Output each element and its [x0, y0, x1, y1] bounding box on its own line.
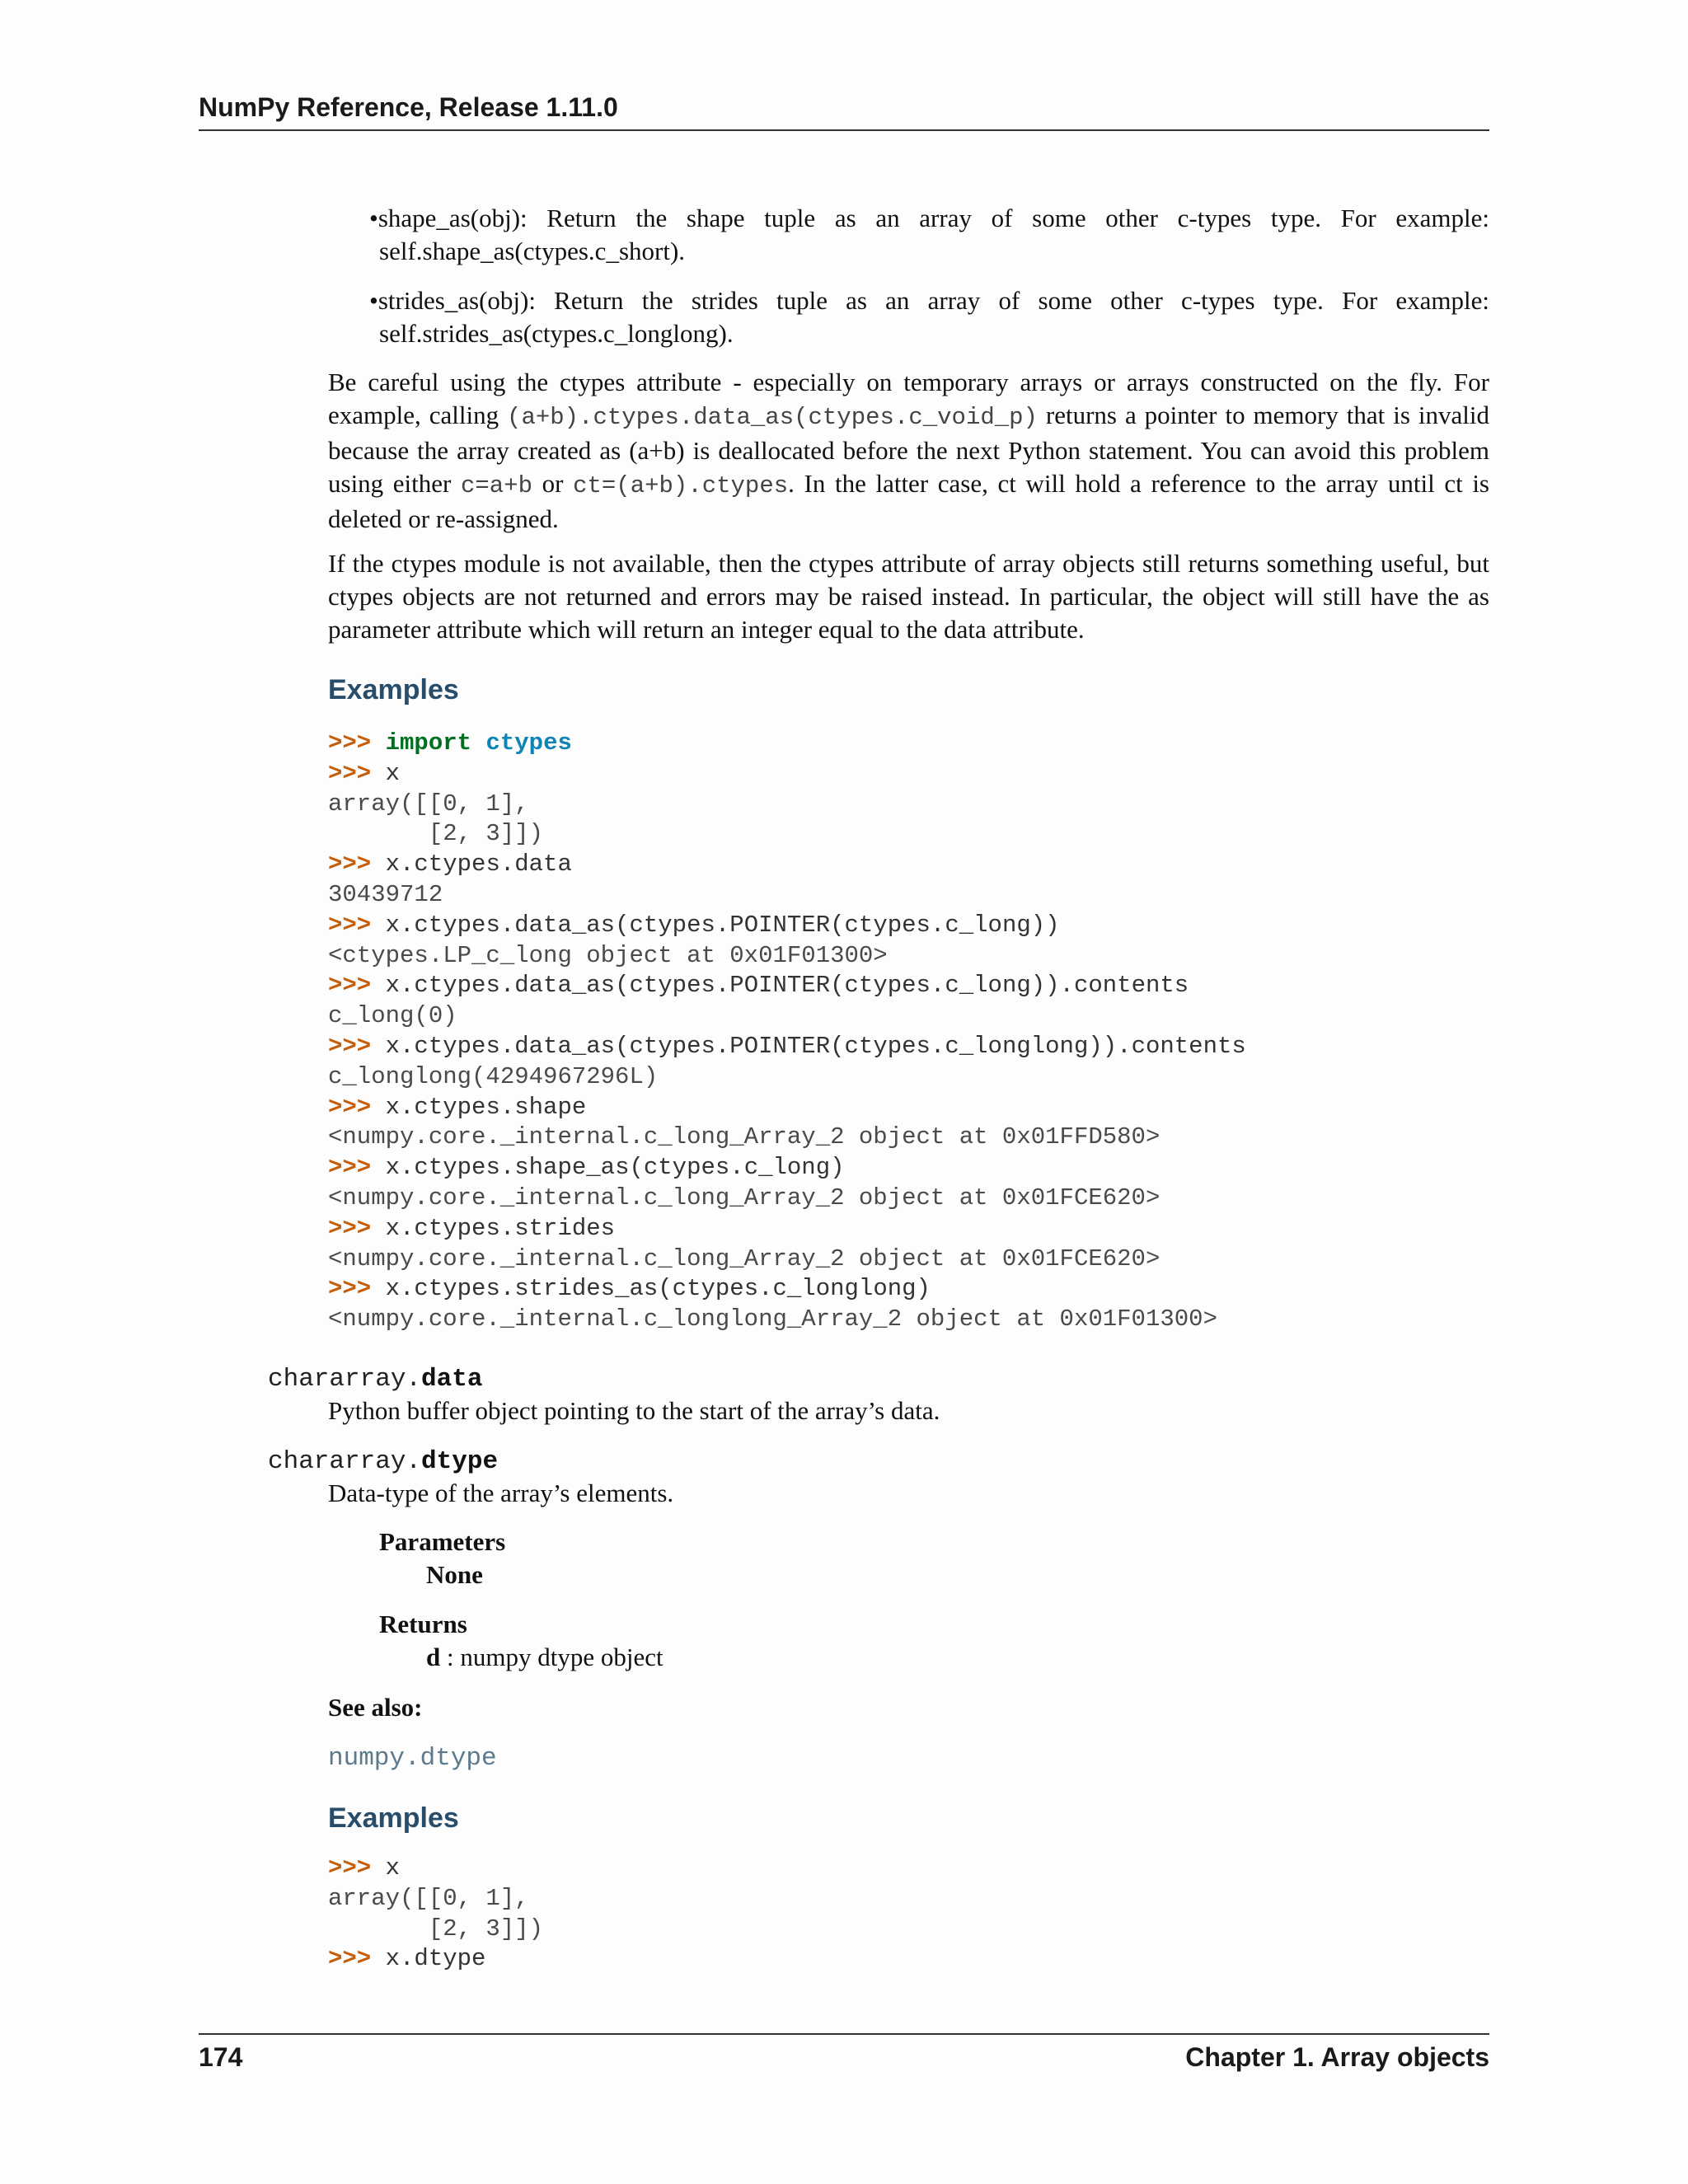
code-output: <numpy.core._internal.c_long_Array_2 object at 0x01FCE620> — [328, 1244, 1160, 1272]
paragraph-text: returns a pointer to memory that is invalid because the array created as (a+b) is deallocated before the next Python statement. You can avoid this problem using either — [328, 401, 1489, 498]
code-prompt: >>> — [328, 1032, 372, 1060]
code-prompt: >>> — [328, 1854, 372, 1882]
paragraph-text: . In the latter case, ct will hold a reference to the array until ct is deleted or re-assigned. — [328, 469, 1489, 533]
code-line — [328, 1183, 1246, 1214]
returns-name: d — [426, 1643, 441, 1671]
code-input: x.ctypes.data_as(ctypes.POINTER(ctypes.c_long)).contents — [371, 972, 1189, 1000]
code-keyword: import — [385, 729, 472, 757]
paragraph-text: Be careful using the ctypes attribute - especially on temporary arrays or arrays constructed on the fly. For example, calling — [328, 368, 1489, 429]
code-line — [328, 1062, 1246, 1093]
signature-name: data — [421, 1365, 483, 1394]
code-prompt: >>> — [328, 1154, 372, 1182]
inline-code: (a+b).ctypes.data_as(ctypes.c_void_p) — [507, 404, 1038, 431]
code-example-ctypes — [328, 729, 1246, 1335]
code-prompt: >>> — [328, 911, 372, 939]
bullet-shape-as — [369, 202, 1489, 268]
running-header-title: NumPy Reference, Release 1.11.0 — [199, 92, 618, 122]
returns-label: Returns — [379, 1610, 467, 1638]
code-line — [328, 1884, 543, 1915]
code-output: c_longlong(4294967296L) — [328, 1062, 659, 1090]
code-output: array([[0, 1], — [328, 1884, 529, 1912]
code-input: x.ctypes.data — [371, 851, 572, 879]
signature-name: dtype — [421, 1447, 499, 1476]
attribute-signature-data — [268, 1365, 482, 1394]
attribute-description-dtype: Data-type of the array’s elements. — [328, 1479, 674, 1507]
code-output: [2, 3]]) — [328, 1915, 544, 1943]
code-output: <numpy.core._internal.c_longlong_Array_2 object at 0x01F01300> — [328, 1305, 1217, 1333]
code-input: x — [371, 1854, 401, 1882]
examples-heading: Examples — [328, 1802, 459, 1834]
see-also-label: See also: — [328, 1693, 423, 1722]
attribute-description-data: Python buffer object pointing to the start of the array’s data. — [328, 1396, 940, 1425]
bullet-strides-as — [369, 284, 1489, 350]
ctypes-unavailable-paragraph: If the ctypes module is not available, then the ctypes attribute of array objects still returns something useful, but ctypes objects are not returned and errors may be raised instead. In particular, the object will still have the as parameter attribute which will return an integer equal to the data attribute. — [328, 549, 1489, 644]
code-prompt: >>> — [328, 1214, 372, 1242]
code-prompt: >>> — [328, 851, 372, 879]
signature-prefix: chararray. — [268, 1365, 422, 1394]
code-prompt: >>> — [328, 1945, 372, 1973]
returns-value — [426, 1643, 663, 1672]
code-line — [328, 1944, 543, 1975]
code-line — [328, 911, 1246, 941]
code-input: x.dtype — [371, 1945, 486, 1973]
code-example-dtype — [328, 1854, 543, 1975]
bullet-line: •shape_as(obj): Return the shape tuple as an array of some other c-types type. For example: — [369, 204, 1489, 232]
bullet-line-cont: self.shape_as(ctypes.c_short). — [379, 237, 686, 265]
code-line — [328, 819, 1246, 850]
parameters-value: None — [426, 1560, 483, 1589]
header-rule — [199, 129, 1489, 131]
code-line — [328, 1153, 1246, 1183]
code-line — [328, 1001, 1246, 1032]
code-line — [328, 1915, 543, 1945]
footer-rule — [199, 2033, 1489, 2035]
code-line — [328, 1093, 1246, 1123]
code-input: x.ctypes.data_as(ctypes.POINTER(ctypes.c_long)) — [371, 911, 1060, 939]
code-prompt: >>> — [328, 729, 372, 757]
code-output: [2, 3]]) — [328, 820, 544, 848]
code-output: <numpy.core._internal.c_long_Array_2 object at 0x01FCE620> — [328, 1183, 1160, 1212]
code-input: x.ctypes.strides_as(ctypes.c_longlong) — [371, 1275, 931, 1303]
code-line — [328, 971, 1246, 1001]
code-line — [328, 729, 1246, 759]
code-input: x.ctypes.data_as(ctypes.POINTER(ctypes.c_longlong)).contents — [371, 1032, 1246, 1060]
attribute-signature-dtype — [268, 1447, 498, 1476]
bullet-line-cont: self.strides_as(ctypes.c_longlong). — [379, 319, 734, 348]
code-prompt: >>> — [328, 972, 372, 1000]
chapter-title: Chapter 1. Array objects — [1185, 2042, 1489, 2072]
code-line — [328, 1122, 1246, 1153]
returns-desc: : numpy dtype object — [440, 1643, 663, 1671]
page-number: 174 — [199, 2042, 243, 2072]
code-line — [328, 1854, 543, 1884]
code-output: array([[0, 1], — [328, 790, 529, 818]
code-input: x.ctypes.strides — [371, 1214, 616, 1242]
inline-code: ct=(a+b).ctypes — [573, 472, 789, 499]
ctypes-warning-paragraph — [328, 366, 1489, 536]
code-line — [328, 880, 1246, 911]
code-line — [328, 1214, 1246, 1244]
code-line — [328, 1032, 1246, 1062]
signature-prefix: chararray. — [268, 1447, 422, 1476]
examples-heading: Examples — [328, 674, 459, 705]
code-input: x.ctypes.shape — [371, 1093, 587, 1121]
code-line — [328, 850, 1246, 880]
code-line — [328, 1305, 1246, 1335]
code-line — [328, 1274, 1246, 1305]
see-also-link-numpy-dtype[interactable]: numpy.dtype — [328, 1744, 497, 1773]
inline-code: c=a+b — [461, 472, 533, 499]
code-line — [328, 790, 1246, 820]
paragraph-text: or — [532, 469, 574, 498]
code-module: ctypes — [485, 729, 572, 757]
code-prompt: >>> — [328, 759, 372, 787]
code-prompt: >>> — [328, 1093, 372, 1121]
code-line — [328, 1244, 1246, 1275]
code-input: x — [371, 759, 401, 787]
parameters-label: Parameters — [379, 1527, 506, 1556]
code-line — [328, 759, 1246, 790]
code-output: 30439712 — [328, 880, 443, 908]
code-line — [328, 941, 1246, 972]
code-input: x.ctypes.shape_as(ctypes.c_long) — [371, 1154, 845, 1182]
code-prompt: >>> — [328, 1275, 372, 1303]
bullet-line: •strides_as(obj): Return the strides tuple as an array of some other c-types type. For example: — [369, 286, 1489, 315]
code-output: <numpy.core._internal.c_long_Array_2 object at 0x01FFD580> — [328, 1123, 1160, 1151]
code-output: <ctypes.LP_c_long object at 0x01F01300> — [328, 941, 888, 969]
code-output: c_long(0) — [328, 1002, 457, 1030]
